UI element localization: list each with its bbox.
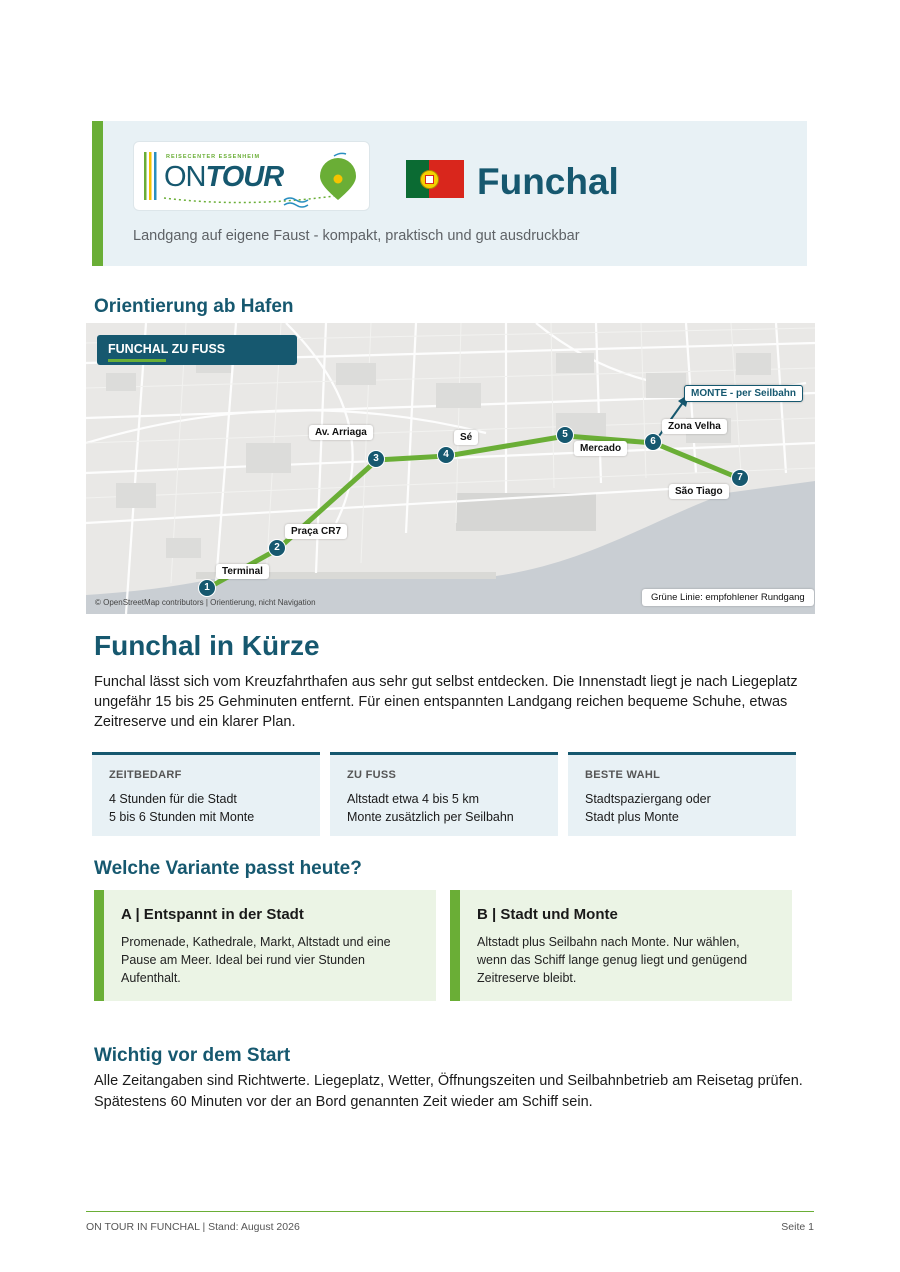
variants-heading: Welche Variante passt heute?: [94, 858, 362, 879]
variant-text: Promenade, Kathedrale, Markt, Altstadt und eine Pause am Meer. Ideal bei rund vier Stunden Aufenthalt.: [121, 935, 391, 985]
fact-line: Stadtspaziergang oder: [585, 792, 711, 806]
fact-card-zu-fuss: [330, 752, 558, 836]
logo-wordmark: [164, 161, 283, 194]
on-tour-logo: [133, 141, 370, 211]
fact-line: Stadt plus Monte: [585, 810, 679, 824]
summary-text: Funchal lässt sich vom Kreuzfahrthafen aus sehr gut selbst entdecken. Die Innenstadt liegt je nach Liegeplatz ungefähr 15 bis 25 Gehminuten entfernt. Für einen entspannten Landgang reichen bequeme Schuhe, etwas Zeitreserve und ein klarer Plan.: [94, 674, 798, 730]
logo-on: ON: [164, 161, 206, 193]
fact-line: 5 bis 6 Stunden mit Monte: [109, 810, 255, 824]
fact-card-beste-wahl: [568, 752, 796, 836]
fact-line: Monte zusätzlich per Seilbahn: [347, 810, 514, 824]
page-number: Seite 1: [781, 1221, 814, 1233]
footer-left: ON TOUR IN FUNCHAL | Stand: August 2026: [86, 1221, 300, 1233]
route-stop-4: 4: [437, 446, 455, 464]
important-text: Alle Zeitangaben sind Richtwerte. Liegeplatz, Wetter, Öffnungszeiten und Seilbahnbetrieb am Reisetag prüfen. Spätestens 60 Minuten vor der an Bord genannten Zeit wieder am Schiff sein.: [94, 1073, 803, 1110]
label-se: Sé: [454, 430, 478, 445]
fact-card-zeitbedarf: [92, 752, 320, 836]
variant-card-b: [450, 890, 792, 1001]
header-band: [92, 121, 807, 266]
fact-line: 4 Stunden für die Stadt: [109, 792, 237, 806]
map-badge: [97, 335, 297, 365]
variant-card-a: [94, 890, 436, 1001]
label-monte: MONTE - per Seilbahn: [684, 385, 803, 402]
fact-title: ZEITBEDARF: [109, 769, 182, 781]
label-terminal: Terminal: [216, 564, 269, 579]
label-praca-cr7: Praça CR7: [285, 524, 347, 539]
map-attribution: © OpenStreetMap contributors | Orientierung, nicht Navigation: [95, 598, 316, 607]
fact-line: Altstadt etwa 4 bis 5 km: [347, 792, 480, 806]
route-stop-6: 6: [644, 433, 662, 451]
variant-title: A | Entspannt in der Stadt: [121, 906, 304, 923]
map-legend-note: Grüne Linie: empfohlener Rundgang: [642, 589, 814, 606]
orientation-heading: Orientierung ab Hafen: [94, 296, 294, 317]
page-title: Funchal: [477, 161, 619, 202]
route-map: [86, 323, 815, 614]
logo-tour: TOUR: [205, 161, 284, 193]
route-stop-1: 1: [198, 579, 216, 597]
variant-title: B | Stadt und Monte: [477, 906, 618, 923]
fact-title: ZU FUSS: [347, 769, 397, 781]
variant-text: Altstadt plus Seilbahn nach Monte. Nur wählen, wenn das Schiff lange genug liegt und genügend Zeitreserve bleibt.: [477, 935, 748, 985]
route-stop-7: 7: [731, 469, 749, 487]
map-graphic: [86, 323, 815, 614]
label-av-arriaga: Av. Arriaga: [309, 425, 373, 440]
route-stop-2: 2: [268, 539, 286, 557]
logo-subtitle: REISECENTER ESSENHEIM: [166, 154, 261, 160]
footer-divider: [86, 1211, 814, 1212]
page-tagline: Landgang auf eigene Faust - kompakt, praktisch und gut ausdruckbar: [133, 228, 580, 244]
variant-accent-bar: [450, 890, 460, 1001]
route-stop-5: 5: [556, 426, 574, 444]
route-stop-3: 3: [367, 450, 385, 468]
variant-accent-bar: [94, 890, 104, 1001]
fact-title: BESTE WAHL: [585, 769, 661, 781]
header-accent-bar: [92, 121, 103, 266]
label-mercado: Mercado: [574, 441, 627, 456]
summary-heading: Funchal in Kürze: [94, 630, 320, 661]
important-heading: Wichtig vor dem Start: [94, 1045, 291, 1066]
map-badge-label: FUNCHAL ZU FUSS: [108, 342, 226, 356]
label-sao-tiago: São Tiago: [669, 484, 729, 499]
label-zona-velha: Zona Velha: [662, 419, 727, 434]
portugal-flag-icon: [406, 160, 464, 198]
